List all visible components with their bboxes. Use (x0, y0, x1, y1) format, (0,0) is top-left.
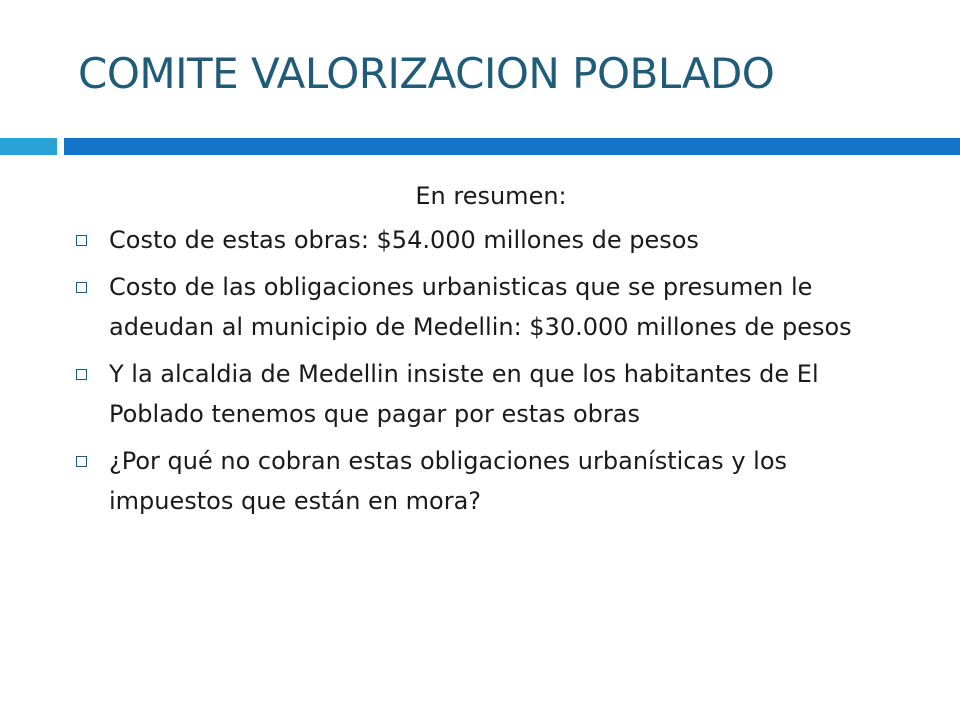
bullet-text: Costo de las obligaciones urbanisticas que se presumen le adeudan al municipio de Medellin: $30.000 millones de pesos (109, 273, 852, 341)
bullet-item (76, 441, 906, 521)
bullet-text: ¿Por qué no cobran estas obligaciones urbanísticas y los impuestos que están en mora? (109, 447, 787, 515)
intro-text: En resumen: (415, 182, 567, 210)
slide-title: COMITE VALORIZACION POBLADO (78, 49, 775, 98)
title-rule (64, 138, 960, 155)
title-rule-accent (0, 138, 57, 155)
bullet-item (76, 354, 906, 434)
bullet-text: Y la alcaldia de Medellin insiste en que los habitantes de El Poblado tenemos que pagar por estas obras (109, 360, 819, 428)
bullet-text: Costo de estas obras: $54.000 millones de pesos (109, 226, 699, 254)
hollow-square-icon (76, 456, 87, 467)
hollow-square-icon (76, 235, 87, 246)
bullet-item (76, 220, 906, 260)
hollow-square-icon (76, 282, 87, 293)
hollow-square-icon (76, 369, 87, 380)
bullet-item (76, 267, 906, 347)
bullet-list (76, 220, 906, 521)
slide-body (76, 176, 906, 528)
